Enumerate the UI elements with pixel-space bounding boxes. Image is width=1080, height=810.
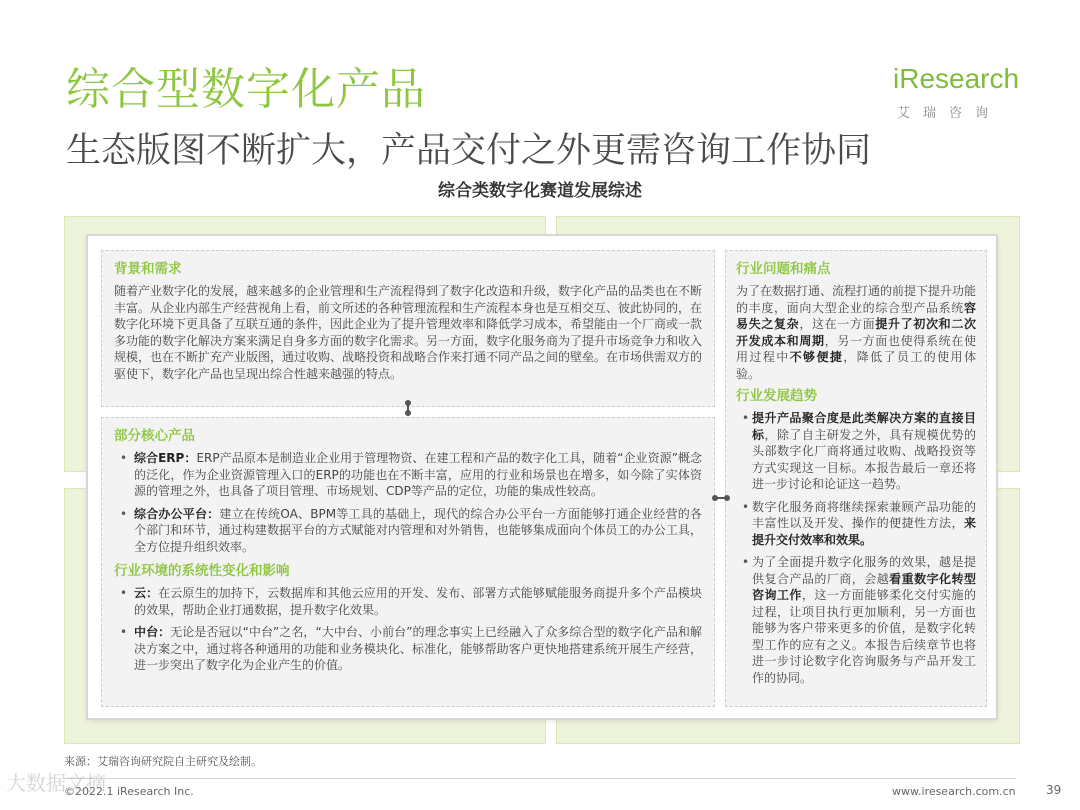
item-text: ERP产品原本是制造业企业用于管理物资、在建工程和产品的数字化工具，随着“企业资源”概念的泛化，作为企业资源管理入口的ERP的功能也在不断丰富，应用的行业和场景也在增多，如今除了实体资源的管理之外，也具备了项目管理、市场规划、CDP等产品的定位，功能的集成性较高。 xyxy=(134,451,703,498)
text-run: ，另一方面也使得系统在使用过程中 xyxy=(736,333,976,364)
logo-subtitle: 艾瑞咨询 xyxy=(897,106,1002,121)
item-title: 云： xyxy=(134,586,159,600)
text-emphasis: 提升产品聚合度是此类解决方案的直接目标 xyxy=(752,411,976,442)
website-link[interactable]: www.iresearch.com.cn xyxy=(892,785,1016,798)
text-run: 数字化服务商将继续探索兼顾产品功能的丰富性以及开发、操作的便捷性方法， xyxy=(752,499,976,530)
text-run: ，这一方面能够柔化交付实施的过程，让项目执行更加顺利，另一方面也能够为客户带来更多的价值，是数字化转型工作的应有之义。本报告后续章节也将进一步讨论数字化咨询服务与产品开发工作的协同。 xyxy=(752,588,976,685)
logo-wordmark: iResearch xyxy=(893,63,1020,94)
list-item xyxy=(114,624,702,674)
core-products-panel xyxy=(101,417,715,707)
copyright: ©2022.1 iResearch Inc. xyxy=(64,785,194,798)
pain-points-heading: 行业问题和痛点 xyxy=(736,261,831,277)
text-run: 为了全面提升数字化服务的效果，越是提供复合产品的厂商，会越 xyxy=(752,555,976,586)
list-item xyxy=(736,554,976,686)
environment-heading: 行业环境的系统性变化和影响 xyxy=(114,563,290,579)
section-title: 综合类数字化赛道发展综述 xyxy=(438,181,642,201)
text-run: ，除了自主研发之外，具有规模优势的头部数字化厂商将通过收购、战略投资等方式实现这一目标。本报告最后一章还将进一步讨论和论证这一趋势。 xyxy=(752,427,976,491)
item-title: 综合办公平台： xyxy=(134,506,220,521)
connector-vertical xyxy=(405,400,411,414)
item-text: 在云原生的加持下，云数据库和其他云应用的开发、发布、部署方式能够赋能服务商提升多个产品模块的效果，帮助企业打通数据，提升数字化效果。 xyxy=(134,586,702,617)
page-number: 39 xyxy=(1046,783,1062,797)
connector-horizontal xyxy=(712,495,730,501)
text-emphasis: 容易失之复杂 xyxy=(736,300,976,331)
watermark: 大数据文摘 xyxy=(6,771,106,795)
page-title: 综合型数字化产品 xyxy=(66,64,426,115)
list-item xyxy=(114,506,702,556)
pain-points-text xyxy=(736,283,976,382)
list-item xyxy=(736,410,976,493)
trends-heading: 行业发展趋势 xyxy=(736,388,817,404)
core-products-heading: 部分核心产品 xyxy=(114,428,195,444)
iresearch-logo xyxy=(893,60,1033,126)
item-text: 无论是否冠以“中台”之名，“大中台、小前台”的理念事实上已经融入了众多综合型的数字化产品和解决方案之中，通过将各种通用的功能和业务模块化、标准化，能够帮助客户更快地搭建系统开展生产经营，进一步突出了数字化为企业产生的价值。 xyxy=(134,625,702,672)
footer-divider xyxy=(64,778,1016,779)
list-item xyxy=(114,585,702,618)
item-title: 中台： xyxy=(134,625,171,639)
list-item xyxy=(736,499,976,549)
background-panel xyxy=(101,250,715,407)
item-title: 综合ERP： xyxy=(134,451,197,465)
text-run: 为了在数据打通、流程打通的前提下提升功能的丰度，面向大型企业的综合型产品系统 xyxy=(736,284,977,315)
source-note: 来源：艾瑞咨询研究院自主研究及绘制。 xyxy=(64,755,262,768)
text-run: ，这在一方面 xyxy=(799,317,876,331)
text-emphasis: 不够便捷 xyxy=(789,350,844,364)
list-item xyxy=(114,450,702,500)
item-text: 建立在传统OA、BPM等工具的基础上，现代的综合办公平台一方面能够打通企业经营的各个部门和环节，通过构建数据平台的方式赋能对内管理和对外销售，也能够集成面向个体员工的办公工具，全方位提升组织效率。 xyxy=(134,506,702,554)
background-text: 随着产业数字化的发展，越来越多的企业管理和生产流程得到了数字化改造和升级，数字化产品的品类也在不断丰富。从企业内部生产经营视角上看，前文所述的各种管理流程和生产流程本身也是互相交互、彼此协同的，在数字化环境下更具备了互联互通的条件，因此企业为了提升管理效率和降低学习成本，希望能由一个厂商或一款多功能的数字化解决方案来满足自身多方面的数字化需求。另一方面，数字化服务商为了提升市场竞争力和收入规模，也在不断扩充产业版图，通过收购、战略投资和战略合作来打通不同产品之间的壁垒。在市场供需双方的驱使下，数字化产品也呈现出综合性越来越强的特点。 xyxy=(114,284,703,381)
text-emphasis: 来提升交付效率和效果。 xyxy=(752,516,976,547)
text-run: ，降低了员工的使用体验。 xyxy=(736,350,976,381)
industry-panel xyxy=(725,250,987,707)
text-emphasis: 提升了初次和二次开发成本和周期 xyxy=(736,317,976,348)
text-emphasis: 看重数字化转型咨询工作 xyxy=(752,571,976,602)
page-subtitle: 生态版图不断扩大，产品交付之外更需咨询工作协同 xyxy=(66,131,872,171)
background-heading: 背景和需求 xyxy=(114,261,182,277)
